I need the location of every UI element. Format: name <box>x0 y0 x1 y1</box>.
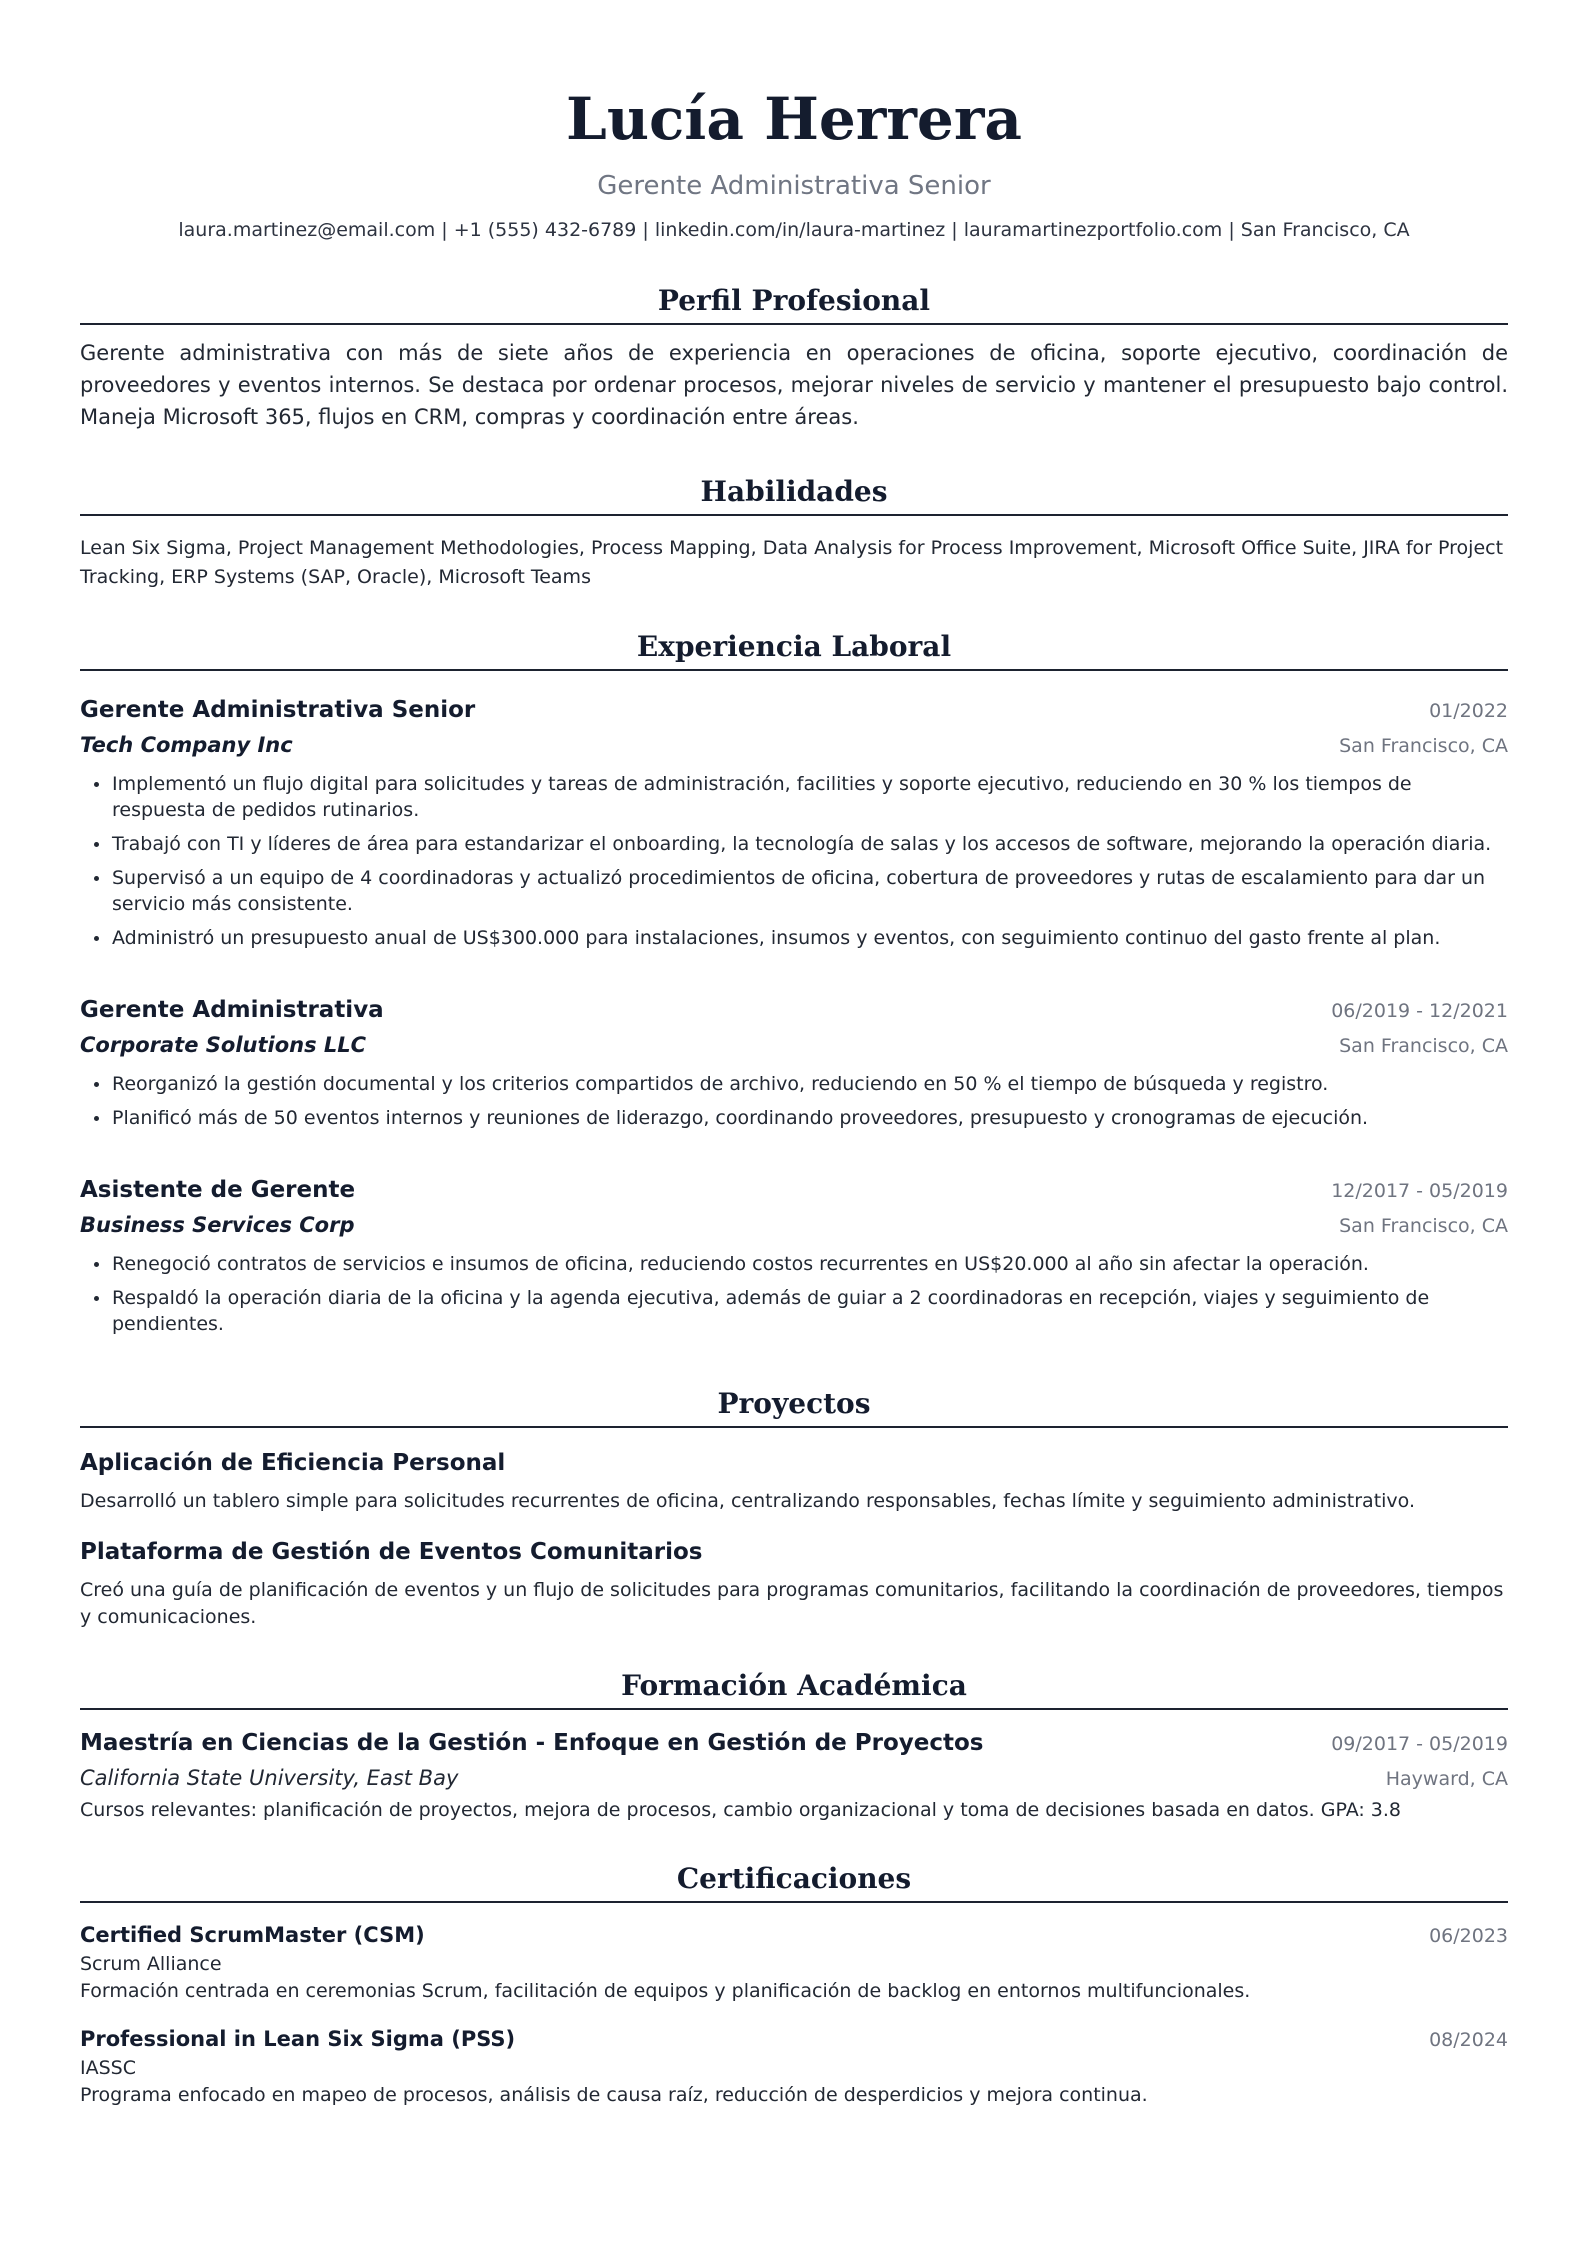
education-section <box>80 1667 1508 1824</box>
certification-issuer: IASSC <box>80 2057 136 2079</box>
profile-summary: Gerente administrativa con más de siete años de experiencia en operaciones de oficina, soporte ejecutivo, coordinación de proveedores y eventos internos. Se destaca por ordenar procesos, mejorar niveles de servicio y mantener el presupuesto bajo control. Maneja Microsoft 365, flujos en CRM, compras y coordinación entre áreas. <box>80 341 1508 429</box>
certification-name: Professional in Lean Six Sigma (PSS) <box>80 2027 516 2051</box>
certification-entry <box>80 1919 1508 2005</box>
section-title-certifications: Certificaciones <box>80 1860 1508 1903</box>
certifications-section <box>80 1860 1508 2109</box>
job-dates: 01/2022 <box>1429 700 1508 722</box>
certification-date: 06/2023 <box>1429 1925 1508 1947</box>
project-title: Aplicación de Eficiencia Personal <box>80 1450 506 1476</box>
candidate-name: Lucía Herrera <box>566 85 1022 153</box>
job-bullet: Supervisó a un equipo de 4 coordinadoras y actualizó procedimientos de oficina, cobertura de proveedores y rutas de escalamiento para dar un servicio más consistente. <box>92 865 1508 917</box>
job-location: San Francisco, CA <box>1339 1215 1508 1237</box>
job-bullets <box>80 1071 1508 1131</box>
certification-description: Formación centrada en ceremonias Scrum, facilitación de equipos y planificación de backlog en entornos multifuncionales. <box>80 1980 1251 2002</box>
skills-section <box>80 473 1508 592</box>
job-entry <box>80 993 1508 1131</box>
certification-description: Programa enfocado en mapeo de procesos, análisis de causa raíz, reducción de desperdicios y mejora continua. <box>80 2084 1148 2106</box>
section-title-skills: Habilidades <box>80 473 1508 516</box>
job-location: San Francisco, CA <box>1339 735 1508 757</box>
project-entry <box>80 1446 1508 1515</box>
job-entry <box>80 693 1508 951</box>
job-company: Corporate Solutions LLC <box>80 1033 367 1057</box>
job-title: Gerente Administrativa <box>80 997 384 1023</box>
job-company: Tech Company Inc <box>80 733 293 757</box>
education-note: Cursos relevantes: planificación de proyectos, mejora de procesos, cambio organizacional y toma de decisiones basada en datos. GPA: 3.8 <box>80 1799 1402 1821</box>
job-bullets <box>80 771 1508 951</box>
section-title-experience: Experiencia Laboral <box>80 628 1508 671</box>
job-bullet: Planificó más de 50 eventos internos y reuniones de liderazgo, coordinando proveedores, presupuesto y cronogramas de ejecución. <box>92 1105 1508 1131</box>
section-title-profile: Perfil Profesional <box>80 282 1508 325</box>
section-title-education: Formación Académica <box>80 1667 1508 1710</box>
project-title: Plataforma de Gestión de Eventos Comunitarios <box>80 1539 703 1565</box>
project-description: Creó una guía de planificación de eventos y un flujo de solicitudes para programas comunitarios, facilitando la coordinación de proveedores, tiempos y comunicaciones. <box>80 1579 1504 1628</box>
candidate-role: Gerente Administrativa Senior <box>597 171 991 201</box>
section-title-projects: Proyectos <box>80 1385 1508 1428</box>
certification-issuer: Scrum Alliance <box>80 1953 222 1975</box>
job-title: Gerente Administrativa Senior <box>80 697 476 723</box>
job-bullet: Trabajó con TI y líderes de área para estandarizar el onboarding, la tecnología de salas y los accesos de software, mejorando la operación diaria. <box>92 831 1508 857</box>
profile-section <box>80 282 1508 433</box>
job-bullet: Administró un presupuesto anual de US$300.000 para instalaciones, insumos y eventos, con seguimiento continuo del gasto frente al plan. <box>92 925 1508 951</box>
job-location: San Francisco, CA <box>1339 1035 1508 1057</box>
skills-list: Lean Six Sigma, Project Management Methodologies, Process Mapping, Data Analysis for Process Improvement, Microsoft Office Suite, JIRA for Project Tracking, ERP Systems (SAP, Oracle), Microsoft Teams <box>80 537 1504 588</box>
job-title: Asistente de Gerente <box>80 1177 356 1203</box>
education-school: California State University, East Bay <box>80 1766 459 1790</box>
job-company: Business Services Corp <box>80 1213 355 1237</box>
education-entry <box>80 1726 1508 1824</box>
contact-line: laura.martinez@email.com | +1 (555) 432-6789 | linkedin.com/in/laura-martinez | lauramartinezportfolio.com | San Francisco, CA <box>178 219 1410 241</box>
job-dates: 06/2019 - 12/2021 <box>1331 1000 1508 1022</box>
job-bullet: Respaldó la operación diaria de la oficina y la agenda ejecutiva, además de guiar a 2 coordinadoras en recepción, viajes y seguimiento de pendientes. <box>92 1285 1508 1337</box>
project-description: Desarrolló un tablero simple para solicitudes recurrentes de oficina, centralizando responsables, fechas límite y seguimiento administrativo. <box>80 1490 1416 1512</box>
job-bullet: Reorganizó la gestión documental y los criterios compartidos de archivo, reduciendo en 50 % el tiempo de búsqueda y registro. <box>92 1071 1508 1097</box>
job-dates: 12/2017 - 05/2019 <box>1331 1180 1508 1202</box>
projects-section <box>80 1385 1508 1631</box>
certification-name: Certified ScrumMaster (CSM) <box>80 1923 425 1947</box>
job-bullets <box>80 1251 1508 1337</box>
education-location: Hayward, CA <box>1385 1768 1508 1790</box>
education-dates: 09/2017 - 05/2019 <box>1331 1733 1508 1755</box>
project-entry <box>80 1535 1508 1631</box>
job-bullet: Implementó un flujo digital para solicitudes y tareas de administración, facilities y soporte ejecutivo, reduciendo en 30 % los tiempos de respuesta de pedidos rutinarios. <box>92 771 1508 823</box>
experience-section <box>80 628 1508 1337</box>
job-entry <box>80 1173 1508 1337</box>
job-bullet: Renegoció contratos de servicios e insumos de oficina, reduciendo costos recurrentes en US$20.000 al año sin afectar la operación. <box>92 1251 1508 1277</box>
education-degree: Maestría en Ciencias de la Gestión - Enfoque en Gestión de Proyectos <box>80 1730 984 1756</box>
certification-entry <box>80 2023 1508 2109</box>
certification-date: 08/2024 <box>1429 2029 1508 2051</box>
